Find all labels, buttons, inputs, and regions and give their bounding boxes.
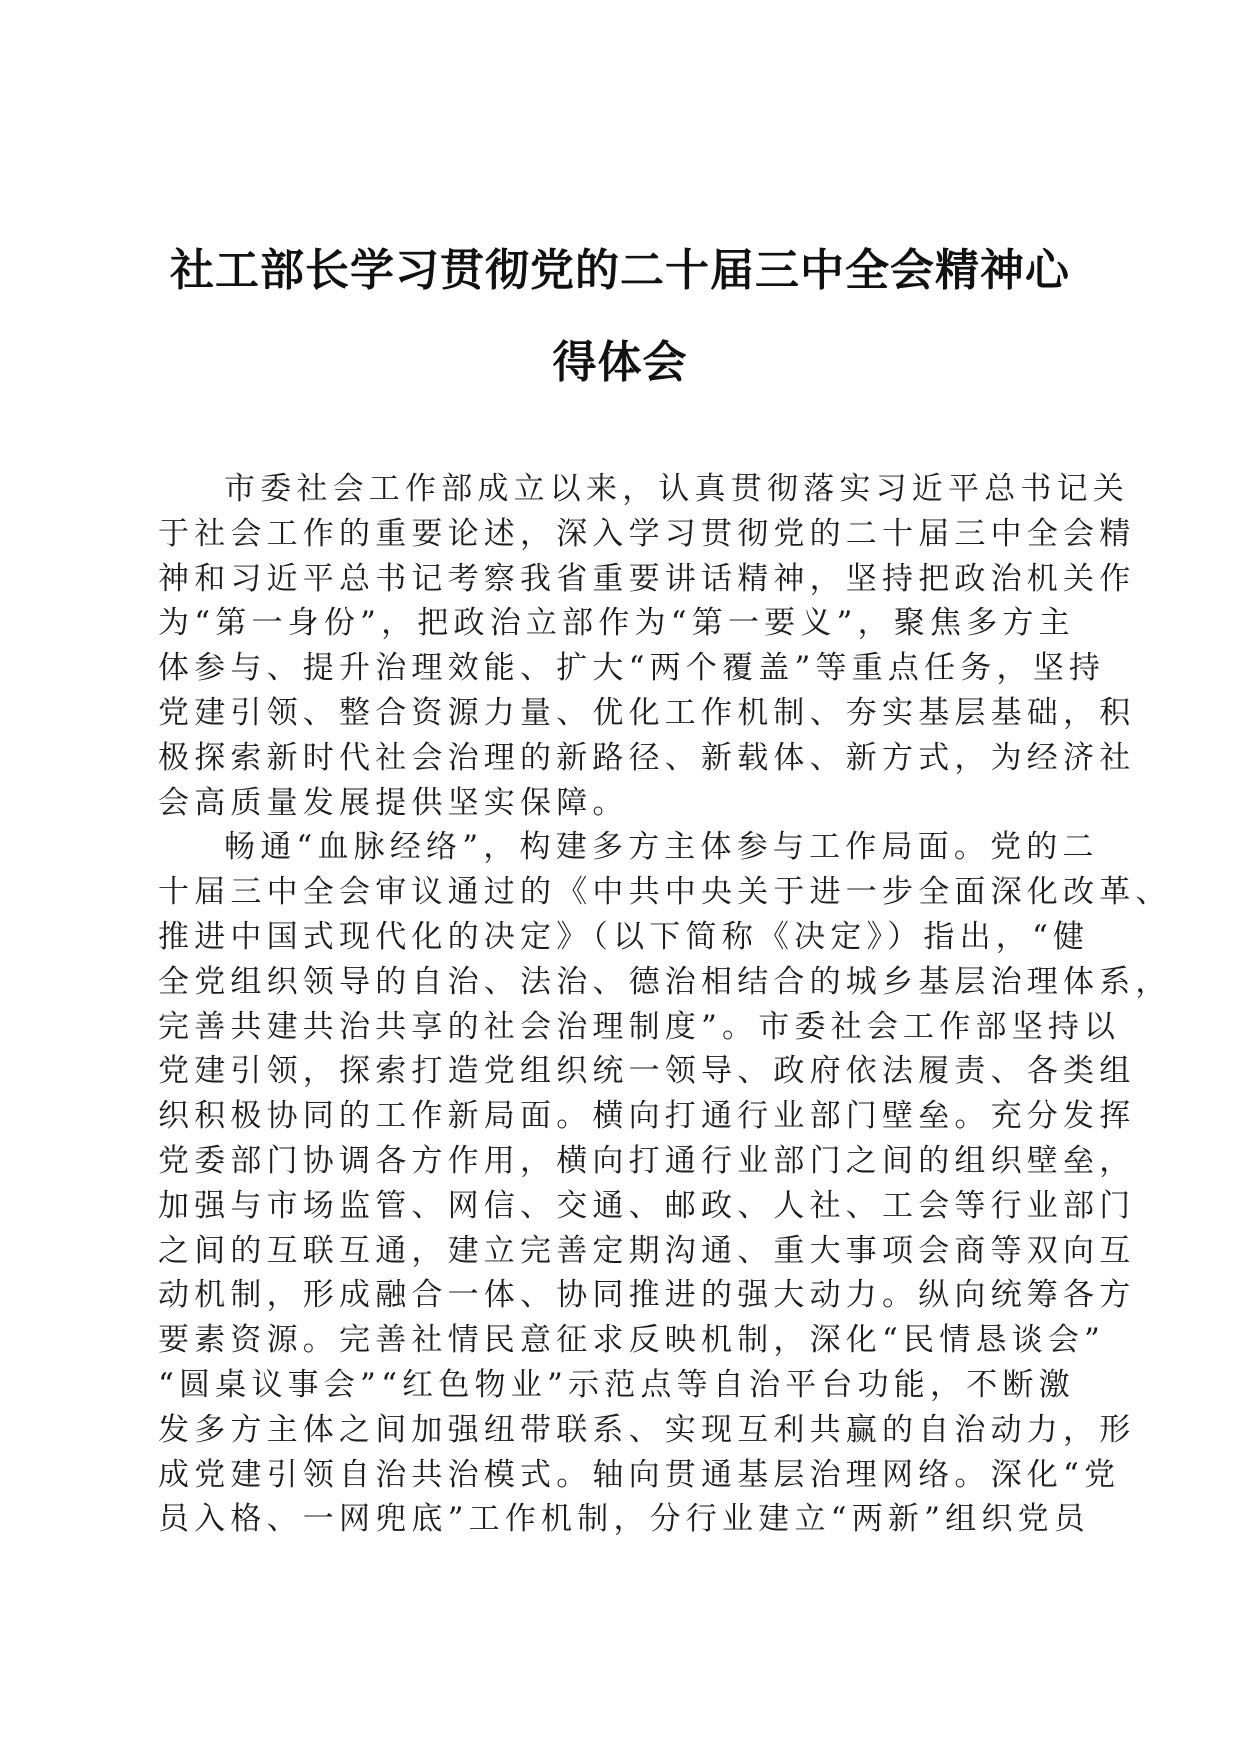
paragraph-line: 完善共建共治共享的社会治理制度”。市委社会工作部坚持以 bbox=[158, 1008, 1121, 1045]
paragraph-line: 为“第一身份”，把政治立部作为“第一要义”，聚焦多方主 bbox=[158, 605, 1075, 642]
title-line: 得体会 bbox=[552, 337, 688, 388]
paragraph-line: 成党建引领自治共治模式。轴向贯通基层治理网络。深化“党 bbox=[158, 1456, 1121, 1493]
paragraph-line: 员入格、一网兜底”工作机制，分行业建立“两新”组织党员 bbox=[158, 1501, 1090, 1538]
paragraph-line: 于社会工作的重要论述，深入学习贯彻党的二十届三中全会精 bbox=[158, 515, 1136, 552]
paragraph-line: 会高质量发展提供坚实保障。 bbox=[158, 784, 629, 821]
paragraph-line: 发多方主体之间加强纽带联系、实现互利共赢的自治动力，形 bbox=[158, 1411, 1136, 1448]
paragraph-line: 推进中国式现代化的决定》（以下简称《决定》）指出，“健 bbox=[158, 918, 1090, 955]
paragraph-line: 党委部门协调各方作用，横向打通行业部门之间的组织壁垒， bbox=[158, 1142, 1136, 1179]
paragraph-line: 十届三中全会审议通过的《中共中央关于进一步全面深化改革、 bbox=[158, 874, 1172, 911]
paragraph-line: 极探索新时代社会治理的新路径、新载体、新方式，为经济社 bbox=[158, 739, 1136, 776]
paragraph-section-1 bbox=[158, 825, 1172, 1542]
document-body bbox=[158, 467, 1172, 1542]
title-line: 社工部长学习贯彻党的二十届三中全会精神心 bbox=[170, 245, 1070, 296]
document-title bbox=[150, 225, 1090, 409]
paragraph-line: 市委社会工作部成立以来，认真贯彻落实习近平总书记关 bbox=[224, 471, 1129, 507]
paragraph-line: 加强与市场监管、网信、交通、邮政、人社、工会等行业部门 bbox=[158, 1187, 1136, 1224]
paragraph-line: 神和习近平总书记考察我省重要讲话精神，坚持把政治机关作 bbox=[158, 560, 1136, 597]
paragraph-line: 全党组织领导的自治、法治、德治相结合的城乡基层治理体系， bbox=[158, 963, 1172, 1000]
paragraph-line: 织积极协同的工作新局面。横向打通行业部门壁垒。充分发挥 bbox=[158, 1098, 1136, 1135]
paragraph-line: 之间的互联互通，建立完善定期沟通、重大事项会商等双向互 bbox=[158, 1232, 1136, 1269]
paragraph-line: 动机制，形成融合一体、协同推进的强大动力。纵向统筹各方 bbox=[158, 1277, 1136, 1314]
paragraph-line: 体参与、提升治理效能、扩大“两个覆盖”等重点任务，坚持 bbox=[158, 650, 1106, 687]
paragraph-line: 党建引领，探索打造党组织统一领导、政府依法履责、各类组 bbox=[158, 1053, 1136, 1090]
paragraph-line: 要素资源。完善社情民意征求反映机制，深化“民情恳谈会” bbox=[158, 1322, 1106, 1359]
paragraph-line: “圆桌议事会”“红色物业”示范点等自治平台功能，不断激 bbox=[158, 1366, 1075, 1403]
paragraph-line: 党建引领、整合资源力量、优化工作机制、夯实基层基础，积 bbox=[158, 694, 1136, 731]
paragraph-intro bbox=[158, 467, 1136, 825]
paragraph-line: 畅通“血脉经络”，构建多方主体参与工作局面。党的二 bbox=[224, 829, 1099, 866]
